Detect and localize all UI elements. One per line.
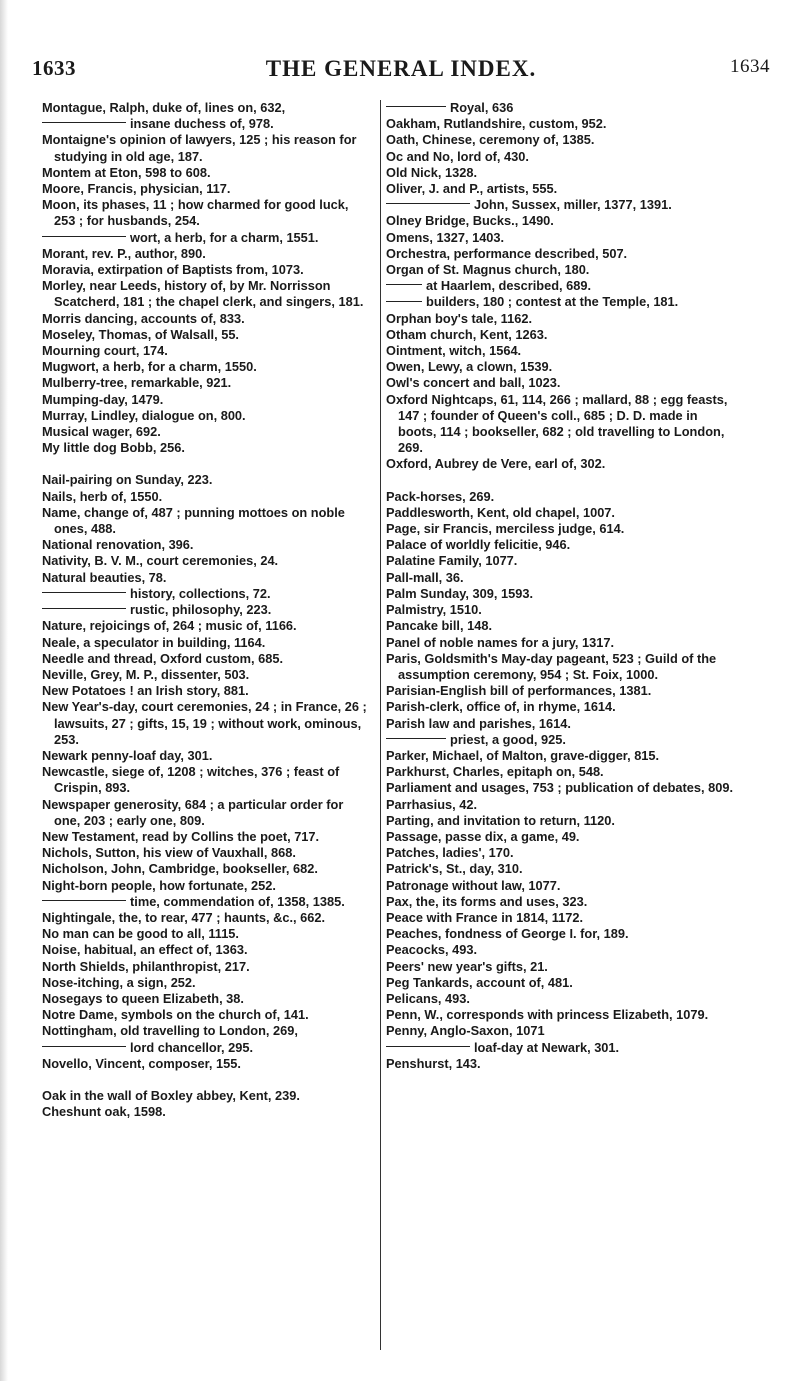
index-entry-text: Nails, herb of, 1550. — [42, 488, 163, 504]
index-entry — [386, 100, 738, 116]
index-entry-text: Mourning court, 174. — [42, 343, 168, 359]
index-entry-text: Parker, Michael, of Malton, grave-digger, 815. — [386, 747, 660, 763]
index-entry-text: Nature, rejoicings of, 264 ; music of, 1166. — [42, 618, 297, 634]
index-entry — [42, 392, 372, 408]
index-entry-text: Natural beauties, 78. — [42, 569, 167, 585]
index-entry — [386, 780, 738, 796]
index-entry-text: Mugwort, a herb, for a charm, 1550. — [42, 359, 257, 375]
index-entry — [386, 602, 738, 618]
index-entry — [42, 181, 372, 197]
index-entry-text: Mumping-day, 1479. — [42, 391, 164, 407]
index-entry — [42, 343, 372, 359]
index-entry — [42, 408, 372, 424]
index-entry — [42, 1007, 372, 1023]
index-entry — [42, 100, 372, 116]
index-entry-text: Orchestra, performance described, 507. — [386, 245, 628, 261]
index-entry-text: Palmistry, 1510. — [386, 602, 482, 618]
index-entry — [386, 375, 738, 391]
index-entry-text: Musical wager, 692. — [42, 424, 161, 440]
index-entry-text: Mulberry-tree, remarkable, 921. — [42, 375, 232, 391]
ditto-rule — [42, 236, 126, 237]
index-entry — [386, 991, 738, 1007]
index-entry — [42, 651, 372, 667]
index-entry — [386, 359, 738, 375]
ditto-rule — [42, 900, 126, 901]
index-entry — [386, 926, 738, 942]
index-entry-text: Patches, ladies', 170. — [386, 845, 514, 861]
index-entry — [386, 262, 738, 278]
index-entry — [42, 116, 372, 132]
index-entry-text: Parting, and invitation to return, 1120. — [386, 812, 615, 828]
index-entry — [42, 1056, 372, 1072]
index-entry-text: Murray, Lindley, dialogue on, 800. — [42, 407, 246, 423]
index-entry — [386, 748, 738, 764]
index-entry-text: My little dog Bobb, 256. — [42, 440, 185, 456]
index-entry-text: Nail-pairing on Sunday, 223. — [42, 472, 213, 488]
index-entry-text: insane duchess of, 978. — [130, 116, 274, 132]
index-entry — [42, 311, 372, 327]
index-entry — [42, 472, 372, 488]
index-entry — [386, 797, 738, 813]
index-entry — [386, 537, 738, 553]
index-entry — [386, 505, 738, 521]
index-entry-text: Parish law and parishes, 1614. — [386, 715, 571, 731]
ditto-rule — [42, 608, 126, 609]
ditto-rule — [386, 284, 422, 285]
index-entry — [42, 132, 372, 164]
index-entry — [42, 959, 372, 975]
index-entry-text: Morris dancing, accounts of, 833. — [42, 310, 245, 326]
index-entry — [42, 699, 372, 748]
index-entry-text: Palatine Family, 1077. — [386, 553, 518, 569]
index-entry-text: New Testament, read by Collins the poet, 717. — [42, 828, 320, 844]
index-entry-text: Night-born people, how fortunate, 252. — [42, 877, 276, 893]
index-entry-text: Peers' new year's gifts, 21. — [386, 958, 548, 974]
index-entry-text: Pancake bill, 148. — [386, 618, 492, 634]
index-entry — [42, 942, 372, 958]
index-entry-text: Newcastle, siege of, 1208 ; witches, 376 ; feast of Crispin, 893. — [42, 764, 340, 796]
index-entry — [386, 878, 738, 894]
index-entry — [42, 489, 372, 505]
index-entry — [42, 246, 372, 262]
ditto-rule — [386, 203, 470, 204]
index-entry — [386, 1007, 738, 1023]
index-entry — [42, 1023, 372, 1039]
index-entry-text: Omens, 1327, 1403. — [386, 229, 505, 245]
index-entry — [386, 845, 738, 861]
index-entry — [42, 262, 372, 278]
index-entry-text: Notre Dame, symbols on the church of, 141. — [42, 1007, 309, 1023]
index-entry-text: Nichols, Sutton, his view of Vauxhall, 868. — [42, 845, 296, 861]
index-entry — [42, 926, 372, 942]
index-entry-text: loaf-day at Newark, 301. — [474, 1039, 620, 1055]
index-entry-text: at Haarlem, described, 689. — [426, 278, 592, 294]
index-entry-text: Owl's concert and ball, 1023. — [386, 375, 561, 391]
index-entry-text: Nativity, B. V. M., court ceremonies, 24. — [42, 553, 279, 569]
index-entry — [386, 246, 738, 262]
index-entry — [386, 213, 738, 229]
index-entry-text: Palace of worldly felicitie, 946. — [386, 537, 571, 553]
index-entry — [42, 748, 372, 764]
index-entry-text: Orphan boy's tale, 1162. — [386, 310, 533, 326]
ditto-rule — [386, 738, 446, 739]
index-entry-text: Old Nick, 1328. — [386, 164, 478, 180]
index-entry — [42, 553, 372, 569]
index-entry — [386, 521, 738, 537]
index-entry-text: Morant, rev. P., author, 890. — [42, 245, 206, 261]
index-entry-text: Pax, the, its forms and uses, 323. — [386, 893, 588, 909]
index-entry — [42, 424, 372, 440]
index-entry-text: Owen, Lewy, a clown, 1539. — [386, 359, 553, 375]
index-entry-text: Nose-itching, a sign, 252. — [42, 974, 196, 990]
index-entry-text: Montague, Ralph, duke of, lines on, 632, — [42, 100, 286, 115]
index-entry — [386, 311, 738, 327]
index-entry — [386, 959, 738, 975]
index-entry-text: Newspaper generosity, 684 ; a particular order for one, 203 ; early one, 809. — [42, 796, 344, 828]
index-entry — [42, 910, 372, 926]
index-entry-text: lord chancellor, 295. — [130, 1039, 254, 1055]
index-entry-text: Parkhurst, Charles, epitaph on, 548. — [386, 764, 604, 780]
index-entry-text: Neville, Grey, M. P., dissenter, 503. — [42, 666, 250, 682]
index-entry — [386, 149, 738, 165]
index-entry — [386, 1023, 738, 1039]
index-entry — [386, 813, 738, 829]
index-entry-text: Pall-mall, 36. — [386, 569, 464, 585]
index-entry — [386, 132, 738, 148]
index-entry — [386, 635, 738, 651]
index-entry-text: Oak in the wall of Boxley abbey, Kent, 239. — [42, 1087, 300, 1103]
index-entry — [386, 942, 738, 958]
index-entry — [386, 294, 738, 310]
index-entry — [386, 1056, 738, 1072]
page-edge-shadow — [0, 0, 8, 1381]
index-entry — [386, 343, 738, 359]
index-entry-text: Peacocks, 493. — [386, 942, 478, 958]
index-entry — [386, 894, 738, 910]
index-entry-text: Novello, Vincent, composer, 155. — [42, 1055, 241, 1071]
index-entry — [386, 1040, 738, 1056]
index-entry — [386, 651, 738, 683]
index-entry — [42, 975, 372, 991]
index-entry — [386, 732, 738, 748]
index-entry-text: Penn, W., corresponds with princess Elizabeth, 1079. — [386, 1007, 709, 1023]
index-entry-text: Patrick's, St., day, 310. — [386, 861, 523, 877]
index-entry-text: Pelicans, 493. — [386, 990, 470, 1006]
index-entry-text: Pack-horses, 269. — [386, 488, 495, 504]
index-entry — [386, 861, 738, 877]
index-entry — [42, 764, 372, 796]
index-entry-text: Oxford Nightcaps, 61, 114, 266 ; mallard, 88 ; egg feasts, 147 ; founder of Queen's coll., 685 ; D. D. made in boots, 114 ; bookseller, 682 ; old travelling to London, 269. — [386, 391, 728, 456]
column-divider — [380, 100, 381, 1350]
index-entry — [386, 699, 738, 715]
index-entry-text: history, collections, 72. — [130, 585, 271, 601]
index-entry-text: Oc and No, lord of, 430. — [386, 148, 529, 164]
page-header — [32, 56, 770, 86]
index-entry-text: Parrhasius, 42. — [386, 796, 478, 812]
index-entry-text: Oath, Chinese, ceremony of, 1385. — [386, 132, 595, 148]
index-entry-text: time, commendation of, 1358, 1385. — [130, 893, 345, 909]
index-entry-text: Peg Tankards, account of, 481. — [386, 974, 573, 990]
index-entry — [42, 278, 372, 310]
page-number-right: 1634 — [730, 56, 770, 77]
index-entry-text: Parisian-English bill of performances, 1381. — [386, 683, 652, 699]
index-entry-text: Noise, habitual, an effect of, 1363. — [42, 942, 248, 958]
index-entry — [386, 829, 738, 845]
index-entry-text: Peace with France in 1814, 1172. — [386, 909, 584, 925]
index-entry-text: National renovation, 396. — [42, 537, 194, 553]
index-entry — [386, 327, 738, 343]
index-entry-text: Name, change of, 487 ; punning mottoes on noble ones, 488. — [42, 504, 345, 537]
index-entry — [386, 618, 738, 634]
index-entry-text: wort, a herb, for a charm, 1551. — [130, 229, 319, 245]
index-entry-text: rustic, philosophy, 223. — [130, 602, 272, 618]
index-entry — [42, 894, 372, 910]
index-entry-text: Organ of St. Magnus church, 180. — [386, 262, 590, 278]
index-entry-text: Montem at Eton, 598 to 608. — [42, 164, 211, 180]
index-entry — [42, 505, 372, 537]
index-entry-text: Ointment, witch, 1564. — [386, 343, 522, 359]
index-entry — [42, 635, 372, 651]
index-entry-text: Newark penny-loaf day, 301. — [42, 747, 213, 763]
index-entry-text: Oxford, Aubrey de Vere, earl of, 302. — [386, 456, 606, 472]
index-entry-text: priest, a good, 925. — [450, 731, 566, 747]
index-entry — [42, 570, 372, 586]
index-entry — [386, 230, 738, 246]
index-entry — [42, 327, 372, 343]
index-entry — [386, 165, 738, 181]
index-entry-text: Moravia, extirpation of Baptists from, 1073. — [42, 262, 304, 278]
index-entry — [386, 489, 738, 505]
index-entry-text: Nicholson, John, Cambridge, bookseller, 682. — [42, 861, 318, 877]
index-entry — [42, 586, 372, 602]
index-entry-text: Morley, near Leeds, history of, by Mr. Norrisson Scatcherd, 181 ; the chapel clerk, and singers, 181. — [42, 278, 364, 310]
index-entry-text: Page, sir Francis, merciless judge, 614. — [386, 521, 625, 537]
index-entry-text: Nightingale, the, to rear, 477 ; haunts, &c., 662. — [42, 909, 326, 925]
index-entry-text: Nosegays to queen Elizabeth, 38. — [42, 990, 244, 1006]
index-entry-text: Moore, Francis, physician, 117. — [42, 181, 231, 197]
index-entry — [42, 829, 372, 845]
index-entry-text: Oakham, Rutlandshire, custom, 952. — [386, 116, 607, 132]
index-entry-text: Royal, 636 — [450, 100, 514, 115]
index-entry — [386, 910, 738, 926]
ditto-rule — [386, 1046, 470, 1047]
index-entry — [386, 116, 738, 132]
index-column-left — [42, 100, 372, 1120]
ditto-rule — [42, 592, 126, 593]
index-entry — [42, 1104, 372, 1120]
index-entry-text: Otham church, Kent, 1263. — [386, 326, 548, 342]
index-entry-text: North Shields, philanthropist, 217. — [42, 958, 250, 974]
index-entry-text: New Year's-day, court ceremonies, 24 ; in France, 26 ; lawsuits, 27 ; gifts, 15, 19 ; without work, ominous, 253. — [42, 699, 367, 747]
index-entry-text: Passage, passe dix, a game, 49. — [386, 828, 580, 844]
index-entry-text: Neale, a speculator in building, 1164. — [42, 634, 266, 650]
index-entry — [386, 181, 738, 197]
index-entry — [42, 667, 372, 683]
index-entry-text: Montaigne's opinion of lawyers, 125 ; his reason for studying in old age, 187. — [42, 132, 357, 164]
index-column-right — [386, 100, 738, 1072]
index-entry — [386, 975, 738, 991]
index-entry — [42, 683, 372, 699]
index-entry-text: Palm Sunday, 309, 1593. — [386, 585, 534, 601]
ditto-rule — [42, 122, 126, 123]
index-entry — [42, 230, 372, 246]
ditto-rule — [386, 106, 446, 107]
index-entry — [42, 797, 372, 829]
index-entry-text: No man can be good to all, 1115. — [42, 926, 239, 942]
index-entry — [42, 440, 372, 456]
index-entry — [42, 537, 372, 553]
index-entry-text: Moon, its phases, 11 ; how charmed for good luck, 253 ; for husbands, 254. — [42, 197, 349, 229]
index-entry-text: Parish-clerk, office of, in rhyme, 1614. — [386, 699, 616, 715]
index-entry — [386, 764, 738, 780]
index-entry — [42, 165, 372, 181]
index-entry-text: Paddlesworth, Kent, old chapel, 1007. — [386, 504, 615, 520]
index-entry-text: Moseley, Thomas, of Walsall, 55. — [42, 326, 239, 342]
index-entry-text: Penny, Anglo-Saxon, 1071 — [386, 1023, 545, 1039]
index-entry — [386, 278, 738, 294]
index-entry-text: Paris, Goldsmith's May-day pageant, 523 ; Guild of the assumption ceremony, 954 ; St. Foix, 1000. — [386, 650, 717, 682]
index-entry-text: Penshurst, 143. — [386, 1055, 481, 1071]
index-entry-text: Needle and thread, Oxford custom, 685. — [42, 650, 284, 666]
index-entry — [42, 1040, 372, 1056]
page-title: THE GENERAL INDEX. — [265, 56, 537, 81]
index-entry — [42, 861, 372, 877]
index-entry-text: Oliver, J. and P., artists, 555. — [386, 181, 558, 197]
index-entry — [386, 392, 738, 457]
index-entry — [386, 553, 738, 569]
index-entry-text: Peaches, fondness of George I. for, 189. — [386, 926, 629, 942]
index-entry — [386, 197, 738, 213]
index-entry — [386, 716, 738, 732]
index-entry-text: Nottingham, old travelling to London, 269, — [42, 1023, 298, 1039]
index-entry-text: Panel of noble names for a jury, 1317. — [386, 634, 615, 650]
index-entry — [386, 683, 738, 699]
index-entry — [386, 570, 738, 586]
index-entry-text: Cheshunt oak, 1598. — [42, 1104, 166, 1120]
index-entry-text: Patronage without law, 1077. — [386, 877, 561, 893]
page-number-left: 1633 — [32, 56, 76, 80]
index-entry-text: New Potatoes ! an Irish story, 881. — [42, 683, 249, 699]
index-entry-text: builders, 180 ; contest at the Temple, 181. — [426, 294, 679, 310]
index-entry-text: Olney Bridge, Bucks., 1490. — [386, 213, 554, 229]
index-entry — [42, 197, 372, 229]
ditto-rule — [386, 301, 422, 302]
index-entry — [386, 586, 738, 602]
index-entry — [42, 1088, 372, 1104]
index-entry — [42, 845, 372, 861]
index-entry — [42, 878, 372, 894]
index-entry — [42, 375, 372, 391]
index-entry — [42, 359, 372, 375]
index-entry-text: John, Sussex, miller, 1377, 1391. — [474, 197, 672, 213]
index-entry — [42, 991, 372, 1007]
index-entry — [42, 618, 372, 634]
index-entry-text: Parliament and usages, 753 ; publication of debates, 809. — [386, 780, 734, 796]
index-entry — [386, 456, 738, 472]
ditto-rule — [42, 1046, 126, 1047]
index-entry — [42, 602, 372, 618]
